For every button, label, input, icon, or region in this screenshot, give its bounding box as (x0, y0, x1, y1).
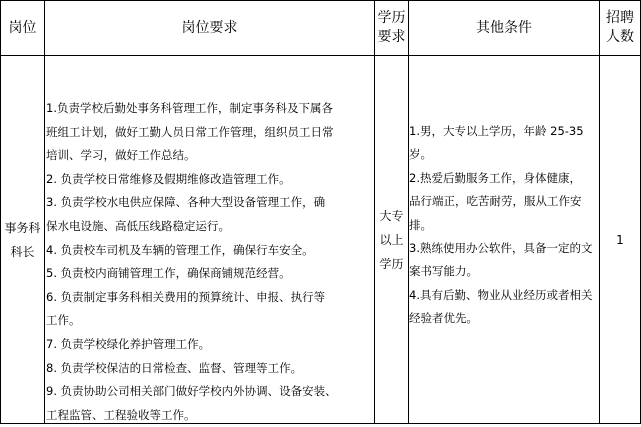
cell-recruit-count (600, 56, 640, 423)
cell-other-conditions (409, 120, 599, 331)
requirement-line: 培训、学习，做好工作总结。 (46, 148, 196, 163)
education-line2: 以上 (379, 232, 404, 247)
condition-line: 案书写能力。 (409, 264, 478, 279)
condition-line: 3.熟练使用办公软件，具备一定的文 (409, 241, 593, 256)
requirement-line: 2. 负责学校日常维修及假期维修改造管理工作。 (46, 171, 291, 186)
requirement-line: 3. 负责学校水电供应保障、各种大型设备管理工作，确 (46, 195, 326, 210)
position-line2: 科长 (10, 244, 35, 259)
header-recruit-line2: 人数 (606, 29, 634, 45)
condition-line: 经验者优先。 (409, 311, 478, 326)
header-education (375, 1, 408, 55)
header-requirements (45, 1, 374, 55)
condition-line: 2.热爱后勤服务工作，身体健康， (409, 170, 581, 185)
requirement-line: 保水电设施、高低压线路稳定运行。 (46, 218, 230, 233)
education-line3: 学历 (379, 256, 404, 271)
requirement-line: 工程监管、工程验收等工作。 (46, 407, 196, 422)
requirement-line: 工作。 (46, 313, 81, 328)
requirement-line: 班组工计划，做好工勤人员日常工作管理，组织员工日常 (46, 124, 334, 139)
header-other-conditions (409, 1, 599, 55)
requirement-line: 6. 负责制定事务科相关费用的预算统计、申报、执行等 (46, 289, 326, 304)
requirement-line: 9. 负责协助公司相关部门做好学校内外协调、设备安装、 (46, 384, 337, 399)
column-divider (44, 0, 45, 424)
header-position-label: 岗位 (8, 19, 37, 36)
requirement-line: 4. 负责校车司机及车辆的管理工作，确保行车安全。 (46, 242, 314, 257)
condition-line: 4.具有后勤、物业从业经历或者相关 (409, 287, 593, 302)
header-education-line2: 要求 (377, 29, 406, 45)
header-recruit-count (600, 1, 640, 55)
recruit-count-value: 1 (616, 232, 624, 247)
cell-education (375, 56, 408, 423)
requirement-line: 5. 负责校内商铺管理工作，确保商铺规范经营。 (46, 266, 291, 281)
position-line1: 事务科 (4, 220, 41, 235)
requirement-line: 7. 负责学校绿化养护管理工作。 (46, 336, 211, 351)
cell-position (1, 56, 44, 423)
education-line1: 大专 (379, 208, 404, 223)
header-requirements-label: 岗位要求 (181, 19, 238, 36)
requirement-line: 1.负责学校后勤处事务科管理工作，制定事务科及下属各 (46, 101, 333, 115)
requirement-line: 8. 负责学校保洁的日常检查、监督、管理等工作。 (46, 360, 303, 375)
condition-line: 品行端正，吃苦耐劳，服从工作安排。 (409, 194, 582, 232)
header-education-line1: 学历 (377, 10, 406, 26)
cell-requirements (46, 97, 372, 427)
header-recruit-line1: 招聘 (606, 10, 634, 26)
header-position (1, 1, 44, 55)
header-other-conditions-label: 其他条件 (476, 19, 532, 36)
condition-line: 1.男，大专以上学历，年龄 25-35 岁。 (409, 124, 588, 162)
header-divider (0, 55, 641, 56)
